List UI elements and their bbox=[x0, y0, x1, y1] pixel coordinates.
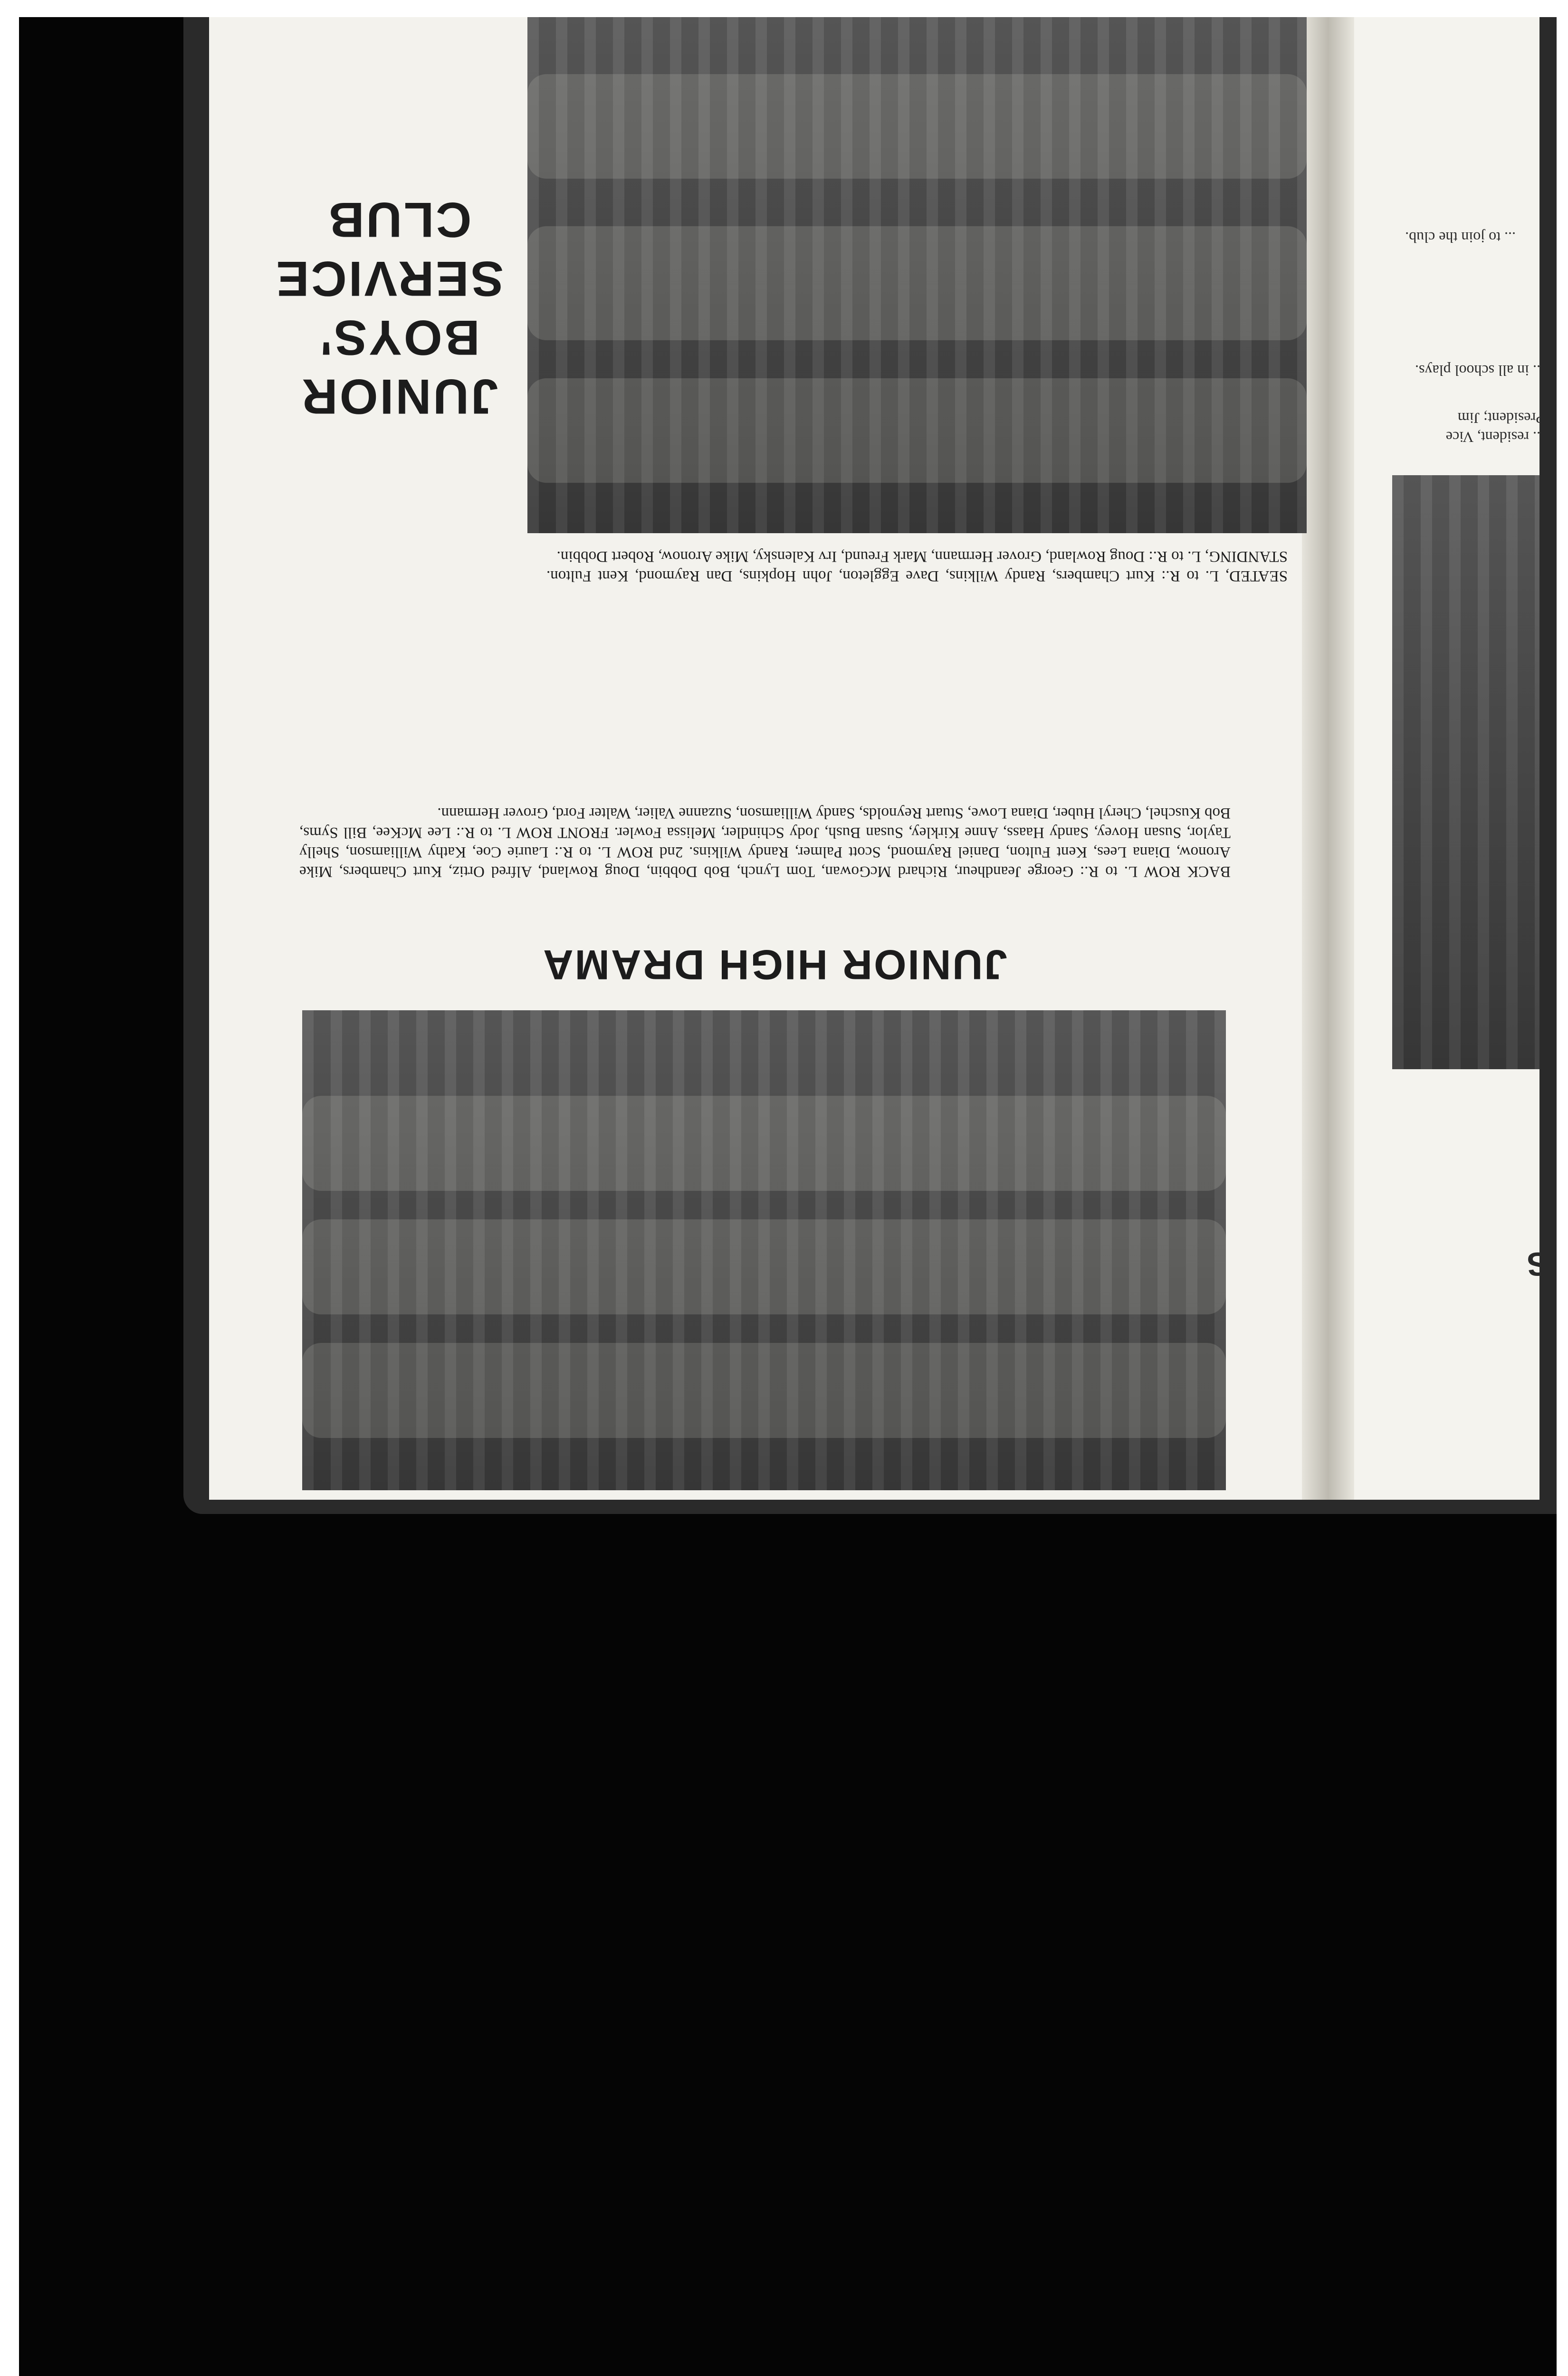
service-heading-line: BOYS' bbox=[318, 310, 480, 365]
service-heading-line: SERVICE bbox=[274, 251, 504, 306]
service-heading-line: CLUB bbox=[326, 192, 472, 247]
page-gutter bbox=[1302, 17, 1354, 1500]
facing-page-text: ... resident, Vice President; Jim bbox=[1445, 410, 1544, 446]
service-club-caption: SEATED, L. to R.: Kurt Chambers, Randy Wilkins, Dave Eggleton, John Hopkins, Dan Raymond, Kent Fulton. STANDING, L. to R.: Doug Rowland, Grover Hermann, Mark Freund, Irv Kalensky, Mike Aronow, Robert Dobbin. bbox=[546, 548, 1288, 584]
service-club-heading bbox=[274, 190, 504, 426]
facing-page-heading-fragment: S bbox=[1527, 1245, 1549, 1283]
facing-page-text: ... in all school plays. bbox=[1415, 362, 1544, 379]
drama-photo bbox=[302, 1010, 1226, 1490]
service-club-photo bbox=[527, 17, 1307, 533]
service-heading-line: JUNIOR bbox=[300, 369, 498, 424]
drama-caption: BACK ROW L. to R.: George Jeandheur, Richard McGowan, Tom Lynch, Bob Dobbin, Doug Rowland, Alfred Ortiz, Kurt Chambers, Mike Aronow, Diana Lees, Kent Fulton, Daniel Raymond, Scott Palmer, Randy Wilkins. 2nd ROW L. to R.: Laurie Coe, Kathy Williamson, Shelly Taylor, Susan Hovey, Sandy Haass, Anne Kirkley, Susan Bush, Jody Schindler, Melissa Fowler. FRONT ROW L. to R.: Lee McKee, Bill Syms, Bob Kuschel, Cheryl Huber, Diana Lowe, Stuart Reynolds, Sandy Williamson, Suzanne Valier, Walter Ford, Grover Hermann. bbox=[299, 805, 1231, 880]
facing-page-text: ... to join the club. bbox=[1405, 229, 1516, 246]
drama-heading: JUNIOR HIGH DRAMA bbox=[542, 941, 1007, 988]
facing-page-photo bbox=[1392, 475, 1539, 1069]
